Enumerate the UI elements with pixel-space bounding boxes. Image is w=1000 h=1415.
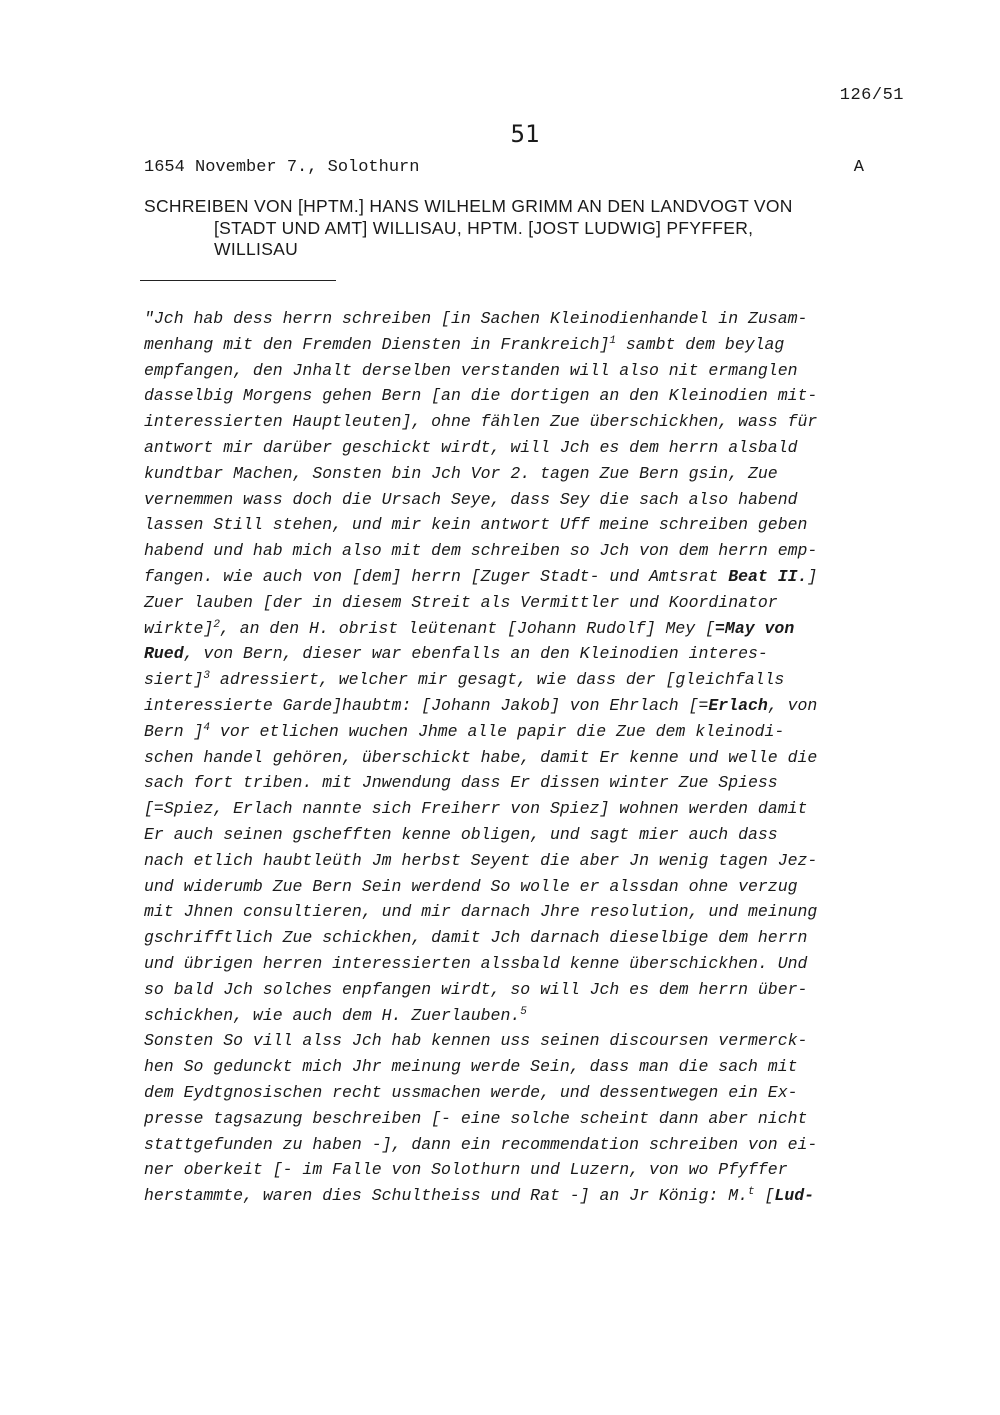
text-run: Bern ]	[144, 721, 204, 741]
text-run: Zuer lauben [der in diesem Streit als Vermittler und Koordinator	[144, 592, 778, 612]
body-line	[144, 745, 904, 771]
footnote-marker: 4	[203, 721, 211, 734]
text-run: ]	[807, 566, 818, 586]
body-line	[144, 770, 904, 796]
bold-name: Lud-	[774, 1186, 815, 1206]
body-line	[144, 719, 904, 745]
text-run: interessierten Hauptleuten], ohne fählen Zue überschickhen, wass für	[144, 412, 818, 432]
body-line	[144, 332, 904, 358]
body-line	[144, 383, 904, 409]
text-run: interessierte Garde]haubtm: [Johann Jakob] von Ehrlach [=	[144, 695, 709, 715]
heading-line: [STADT UND AMT] WILLISAU, HPTM. [JOST LUDWIG] PFYFFER,	[214, 217, 754, 238]
body-line	[144, 590, 904, 616]
body-line	[144, 1106, 904, 1132]
text-run: wirkte]	[144, 618, 214, 638]
date-place-line	[144, 158, 864, 177]
text-run: , an den H. obrist leütenant [Johann Rudolf] Mey [	[219, 618, 716, 638]
text-run: Er auch seinen gschefften kenne obligen, und sagt mier auch dass	[144, 824, 778, 844]
text-run: ner oberkeit [- im Falle von Solothurn und Luzern, von wo Pfyffer	[144, 1160, 788, 1180]
text-run: und übrigen herren interessierten alssbald kenne überschickhen. Und	[144, 953, 808, 973]
bold-name: Rued	[144, 644, 184, 664]
body-line	[144, 1080, 904, 1106]
text-run: dem Eydtgnosischen recht ussmachen werde, und dessentwegen ein Ex-	[144, 1082, 798, 1102]
document-heading	[144, 196, 884, 261]
document-number: 51	[510, 120, 540, 148]
text-run: lassen Still stehen, und mir kein antwort Uff meine schreiben geben	[144, 515, 808, 535]
body-line	[144, 641, 904, 667]
text-run: kundtbar Machen, Sonsten bin Jch Vor 2. tagen Zue Bern gsin, Zue	[144, 463, 778, 483]
body-line	[144, 616, 904, 642]
letter-body	[144, 306, 904, 1209]
body-line	[144, 899, 904, 925]
body-line	[144, 693, 904, 719]
body-line	[144, 1157, 904, 1183]
text-run: Sonsten So vill alss Jch hab kennen uss seinen discoursen vermerck-	[144, 1031, 808, 1051]
text-run: antwort mir darüber geschickt wirdt, will Jch es dem herrn alsbald	[144, 437, 798, 457]
text-run: , von Bern, dieser war ebenfalls an den Kleinodien interes-	[183, 644, 768, 664]
body-line	[144, 358, 904, 384]
text-run: habend und hab mich also mit dem schreiben so Jch von dem herrn emp-	[144, 541, 818, 561]
text-run: empfangen, den Jnhalt derselben verstanden will also nit ermanglen	[144, 360, 798, 380]
page-reference: 126/51	[839, 86, 904, 105]
body-line	[144, 1028, 904, 1054]
text-run: [	[754, 1186, 775, 1206]
variant-letter: A	[853, 158, 864, 177]
body-line	[144, 1003, 904, 1029]
text-run: dasselbig Morgens gehen Bern [an die dortigen an den Kleinodien mit-	[144, 386, 818, 406]
heading-divider	[140, 280, 336, 281]
body-line	[144, 512, 904, 538]
bold-name: Beat II.	[728, 566, 808, 586]
footnote-marker: 3	[203, 670, 211, 683]
text-run: vernemmen wass doch die Ursach Seye, dass Sey die sach also habend	[144, 489, 798, 509]
body-line	[144, 1183, 904, 1209]
footnote-marker: t	[748, 1186, 755, 1199]
body-line	[144, 435, 904, 461]
body-line	[144, 1132, 904, 1158]
text-run: so bald Jch solches enpfangen wirdt, so will Jch es dem herrn über-	[144, 979, 808, 999]
text-run: gschrifftlich Zue schickhen, damit Jch darnach dieselbige dem herrn	[144, 928, 808, 948]
text-run: adressiert, welcher mir gesagt, wie dass der [gleichfalls	[210, 670, 785, 690]
body-line	[144, 538, 904, 564]
body-line	[144, 564, 904, 590]
text-run: stattgefunden zu haben -], dann ein recommendation schreiben von ei-	[144, 1134, 818, 1154]
body-line	[144, 848, 904, 874]
date-place: 1654 November 7., Solothurn	[144, 158, 420, 177]
body-line	[144, 925, 904, 951]
body-line	[144, 796, 904, 822]
text-run: und widerumb Zue Bern Sein werdend So wolle er alssdan ohne verzug	[144, 876, 798, 896]
text-run: presse tagsazung beschreiben [- eine solche scheint dann aber nicht	[144, 1108, 808, 1128]
text-run: nach etlich haubtleüth Jm herbst Seyent die aber Jn wenig tagen Jez-	[144, 850, 818, 870]
text-run: vor etlichen wuchen Jhme alle papir die Zue dem kleinodi-	[210, 721, 785, 741]
text-run: [=Spiez, Erlach nannte sich Freiherr von Spiez] wohnen werden damit	[144, 799, 808, 819]
body-line	[144, 461, 904, 487]
heading-line: WILLISAU	[214, 239, 299, 259]
text-run: schickhen, wie auch dem H. Zuerlauben.	[144, 1005, 521, 1025]
body-line	[144, 951, 904, 977]
text-run: siert]	[144, 670, 204, 690]
footnote-marker: 5	[520, 1005, 527, 1018]
body-line	[144, 822, 904, 848]
body-line	[144, 977, 904, 1003]
text-run: , von	[767, 695, 818, 715]
text-run: "Jch hab dess herrn schreiben [in Sachen Kleinodienhandel in Zusam-	[144, 309, 808, 328]
text-run: menhang mit den Fremden Diensten in Frankreich]	[144, 334, 610, 354]
text-run: fangen. wie auch von [dem] herrn [Zuger Stadt- und Amtsrat	[144, 566, 729, 586]
text-run: sach fort triben. mit Jnwendung dass Er dissen winter Zue Spiess	[144, 773, 778, 793]
body-line	[144, 306, 904, 332]
heading-line: SCHREIBEN VON [HPTM.] HANS WILHELM GRIMM AN DEN LANDVOGT VON	[144, 196, 793, 216]
body-line	[144, 409, 904, 435]
footnote-marker: 2	[213, 618, 220, 631]
text-run: herstammte, waren dies Schultheiss und Rat -] an Jr König: M.	[144, 1186, 748, 1206]
bold-name: =May von	[715, 618, 795, 638]
body-line	[144, 487, 904, 513]
text-run: schen handel gehören, überschickt habe, damit Er kenne und welle die	[144, 747, 818, 767]
footnote-marker: 1	[609, 334, 616, 347]
bold-name: Erlach	[708, 695, 768, 715]
body-line	[144, 1054, 904, 1080]
text-run: mit Jhnen consultieren, und mir darnach Jhre resolution, und meinung	[144, 902, 818, 922]
text-run: hen So gedunckt mich Jhr meinung werde Sein, dass man die sach mit	[144, 1057, 798, 1077]
body-line	[144, 667, 904, 693]
text-run: sambt dem beylag	[616, 334, 785, 354]
body-line	[144, 874, 904, 900]
